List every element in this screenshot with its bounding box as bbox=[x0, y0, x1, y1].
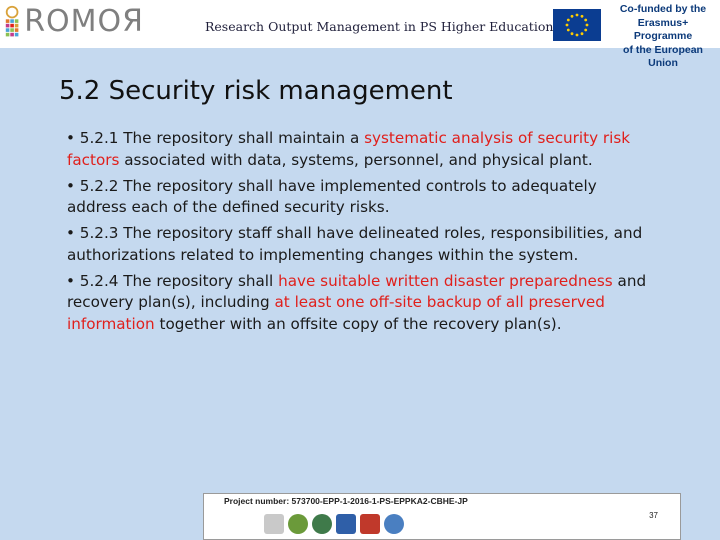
bullet-5-2-1 bbox=[60, 128, 660, 171]
partner-logo-icon bbox=[336, 514, 356, 534]
bullet-list bbox=[60, 128, 660, 340]
project-number: Project number: 573700-EPP-1-2016-1-PS-EPPKA2-CBHE-JP bbox=[224, 496, 468, 506]
slide-footer bbox=[203, 493, 681, 540]
partner-logo-icon bbox=[360, 514, 380, 534]
bullet-text: and recovery plan(s), including bbox=[67, 271, 647, 311]
partner-logos bbox=[264, 511, 404, 537]
page-number: 37 bbox=[649, 511, 658, 520]
highlighted-text: have suitable written disaster preparedness bbox=[278, 271, 613, 290]
bullet-5-2-2 bbox=[60, 176, 660, 219]
partner-logo-icon bbox=[312, 514, 332, 534]
eu-line-3: of the European Union bbox=[623, 43, 703, 69]
eu-flag-icon bbox=[553, 9, 601, 41]
bullet-text: • 5.2.3 The repository staff shall have delineated roles, responsibilities, and authorizations related to implementing changes within the system. bbox=[66, 224, 643, 264]
romor-logo bbox=[4, 2, 144, 42]
slide-header bbox=[0, 0, 720, 69]
highlighted-text: at least one off-site backup of all preserved information bbox=[67, 293, 605, 333]
bullet-5-2-4 bbox=[60, 271, 660, 336]
eu-line-2: Erasmus+ Programme bbox=[633, 16, 693, 42]
bullet-text: • 5.2.2 The repository shall have implemented controls to adequately address each of the defined security risks. bbox=[66, 176, 597, 216]
logo-text: ROMOЯ bbox=[24, 4, 144, 39]
partner-logo-icon bbox=[264, 514, 284, 534]
bullet-text: together with an offsite copy of the recovery plan(s). bbox=[154, 314, 562, 333]
slide-title: 5.2 Security risk management bbox=[59, 76, 453, 106]
partner-logo-icon bbox=[384, 514, 404, 534]
partner-logo-icon bbox=[288, 514, 308, 534]
eu-funding-text bbox=[609, 3, 717, 71]
bullet-text: • 5.2.4 The repository shall bbox=[66, 271, 279, 290]
bullet-text: • 5.2.1 The repository shall maintain a bbox=[66, 129, 365, 147]
eu-line-1: Co-funded by the bbox=[619, 3, 707, 15]
bullet-5-2-3 bbox=[60, 223, 660, 266]
header-title: Research Output Management in PS Higher Education bbox=[205, 19, 554, 34]
bullet-text: associated with data, systems, personnel, and physical plant. bbox=[119, 150, 593, 169]
romor-logo-icon bbox=[4, 3, 20, 41]
highlighted-text: systematic analysis of security risk factors bbox=[67, 129, 631, 169]
